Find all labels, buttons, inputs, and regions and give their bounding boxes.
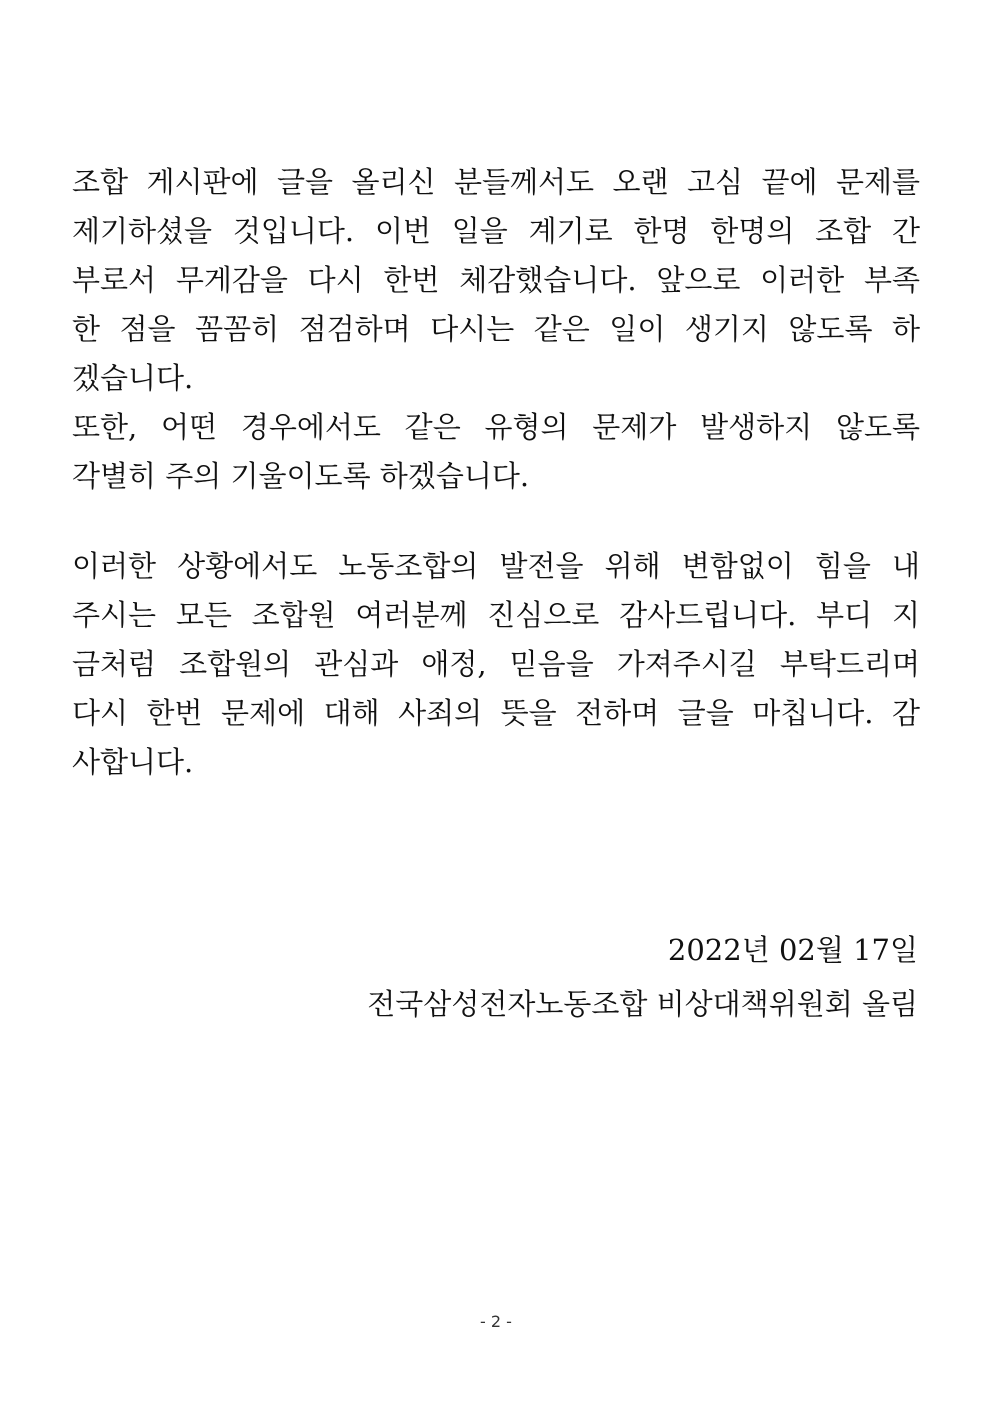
paragraph-line: 다시 한번 문제에 대해 사죄의 뜻을 전하며 글을 마칩니다. 감 bbox=[72, 696, 920, 730]
paragraph-line: 주시는 모든 조합원 여러분께 진심으로 감사드립니다. 부디 지 bbox=[72, 598, 920, 632]
paragraph-line: 부로서 무게감을 다시 한번 체감했습니다. 앞으로 이러한 부족 bbox=[72, 263, 920, 297]
paragraph-line: 금처럼 조합원의 관심과 애정, 믿음을 가져주시길 부탁드리며 bbox=[72, 647, 920, 681]
paragraph-line: 각별히 주의 기울이도록 하겠습니다. bbox=[72, 459, 530, 493]
paragraph-line: 겠습니다. bbox=[72, 361, 194, 395]
paragraph-line: 제기하셨을 것입니다. 이번 일을 계기로 한명 한명의 조합 간 bbox=[72, 214, 920, 248]
paragraph-line: 사합니다. bbox=[72, 745, 194, 779]
paragraph-apology bbox=[72, 158, 920, 501]
paragraph-line: 이러한 상황에서도 노동조합의 발전을 위해 변함없이 힘을 내 bbox=[72, 549, 920, 583]
paragraph-line: 또한, 어떤 경우에서도 같은 유형의 문제가 발생하지 않도록 bbox=[72, 410, 920, 444]
signature-organization: 전국삼성전자노동조합 비상대책위원회 올림 bbox=[367, 987, 918, 1021]
page-number: - 2 - bbox=[480, 1312, 512, 1331]
paragraph-thanks bbox=[72, 542, 920, 787]
paragraph-line: 한 점을 꼼꼼히 점검하며 다시는 같은 일이 생기지 않도록 하 bbox=[72, 312, 920, 346]
paragraph-line: 조합 게시판에 글을 올리신 분들께서도 오랜 고심 끝에 문제를 bbox=[72, 165, 920, 199]
signature-date: 2022년 02월 17일 bbox=[667, 933, 918, 967]
